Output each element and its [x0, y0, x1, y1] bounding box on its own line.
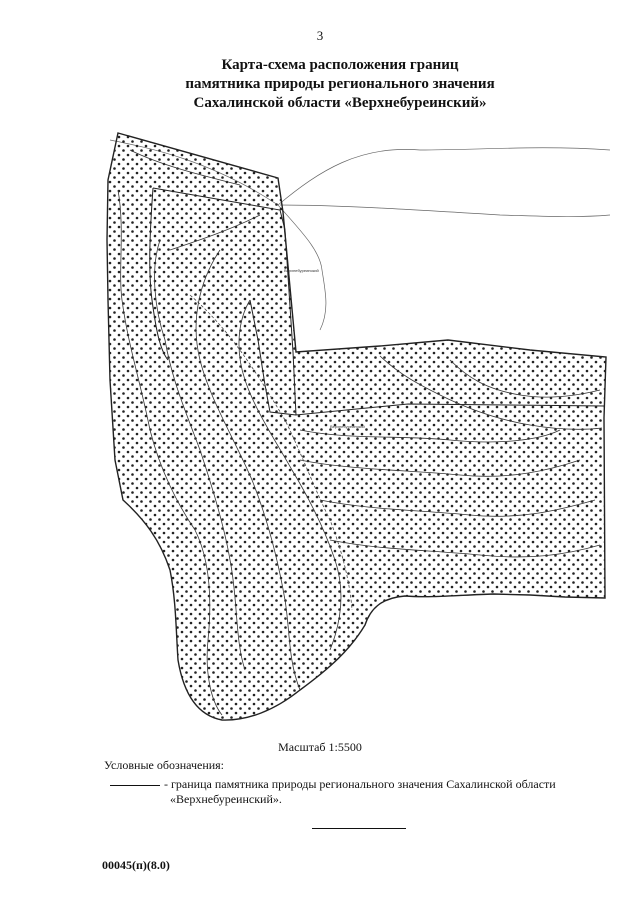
title-line-2: памятника природы регионального значения	[185, 76, 495, 92]
map-scale: Масштаб 1:5500	[278, 740, 362, 754]
legend-item	[110, 777, 610, 807]
legend-boundary-symbol	[110, 785, 160, 786]
legend-text-2: «Верхнебуреинский».	[170, 792, 282, 806]
divider-rule	[312, 828, 406, 829]
legend-title: Условные обозначения:	[104, 758, 225, 772]
document-code: 00045(п)(8.0)	[102, 858, 170, 872]
track-line	[280, 205, 610, 217]
title-line-3: Сахалинской области «Верхнебуреинский»	[193, 95, 487, 111]
title-line-1: Карта-схема расположения границ	[221, 57, 459, 73]
map-label-1: Верхнебуреинский	[330, 424, 365, 429]
map-label-2: Верхнебуреинский	[284, 268, 319, 273]
page-number: 3	[316, 28, 324, 43]
legend-text-1: - граница памятника природы регионального значения Сахалинской области	[164, 777, 556, 791]
